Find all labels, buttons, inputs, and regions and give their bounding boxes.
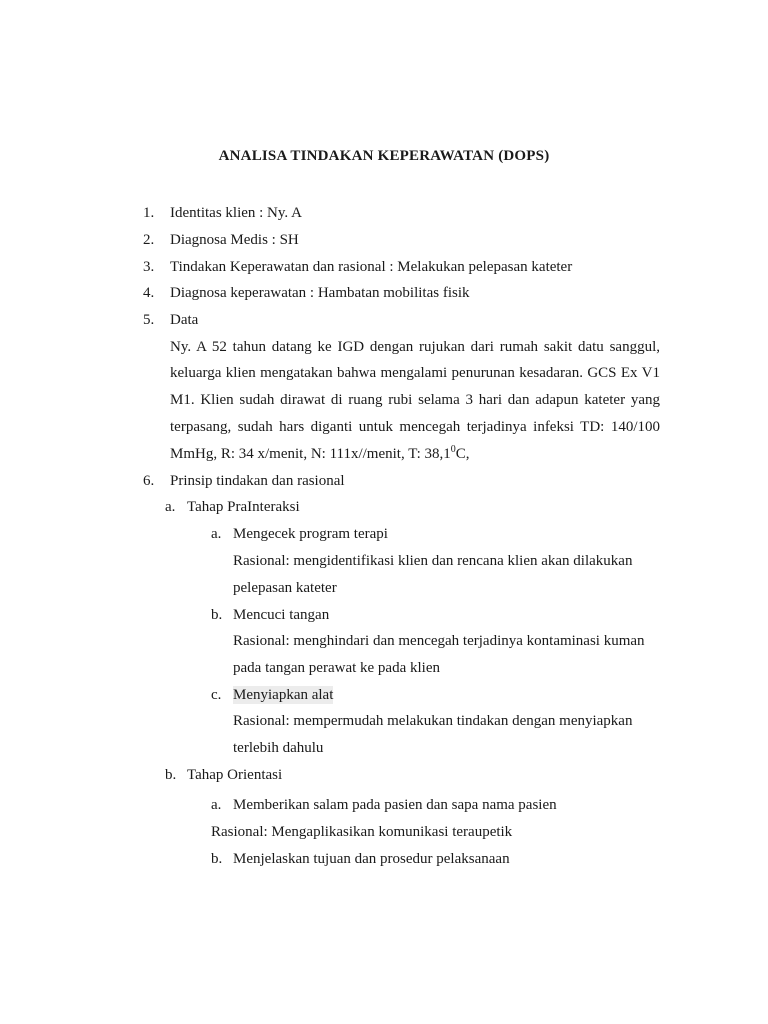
rasional-text: Rasional: mengidentifikasi klien dan rencana klien akan dilakukan [233,553,633,569]
section-orientasi: Tahap Orientasi [187,767,283,783]
vitals-unit: C, [455,446,470,462]
document-title: ANALISA TINDAKAN KEPERAWATAN (DOPS) [218,148,550,164]
data-paragraph-line-1: Ny. A 52 tahun datang ke IGD dengan rujukan dari rumah sakit datu sanggul, [170,339,660,355]
rasional-text: Rasional: menghindari dan mencegah terjadinya kontaminasi kuman [233,633,645,649]
item-prinsip-tindakan: Prinsip tindakan dan rasional [170,473,345,489]
data-paragraph-line-2: keluarga klien mengatakan bahwa mengalami penurunan kesadaran. GCS Ex V1 [170,365,660,381]
section-prainteraksi: Tahap PraInteraksi [187,499,300,515]
data-paragraph-line-3: M1. Klien sudah dirawat di ruang rubi selama 3 hari dan adapun kateter yang [170,392,660,408]
rasional-text: Rasional: Mengaplikasikan komunikasi teraupetik [211,824,513,840]
item-number-5: 5. [143,312,155,328]
item-number-1: 1. [143,205,155,221]
degree-superscript: 0 [450,444,456,455]
item-data: Data [170,312,199,328]
step-menyiapkan-alat: Menyiapkan alat [233,687,334,703]
item-tindakan-keperawatan: Tindakan Keperawatan dan rasional : Melakukan pelepasan kateter [170,259,573,275]
section-marker-prainteraksi: a. [165,499,176,515]
step-marker: a. [211,797,222,813]
rasional-text: pada tangan perawat ke pada klien [233,660,440,676]
data-paragraph-line-4: terpasang, sudah hars diganti untuk mencegah terjadinya infeksi TD: 140/100 [170,419,660,435]
item-diagnosa-keperawatan: Diagnosa keperawatan : Hambatan mobilitas fisik [170,285,470,301]
section-marker-orientasi: b. [165,767,177,783]
item-number-2: 2. [143,232,155,248]
step-mencuci-tangan: Mencuci tangan [233,607,330,623]
item-number-3: 3. [143,259,155,275]
rasional-text: Rasional: mempermudah melakukan tindakan dengan menyiapkan [233,713,633,729]
step-marker: b. [211,851,223,867]
step-menjelaskan-tujuan: Menjelaskan tujuan dan prosedur pelaksanaan [233,851,510,867]
step-marker: c. [211,687,222,703]
item-number-6: 6. [143,473,155,489]
item-number-4: 4. [143,285,155,301]
rasional-text: pelepasan kateter [233,580,337,596]
item-identitas-klien: Identitas klien : Ny. A [170,205,302,221]
step-memberikan-salam: Memberikan salam pada pasien dan sapa nama pasien [233,797,557,813]
vitals-text: MmHg, R: 34 x/menit, N: 111x//menit, T: 38,1 [170,446,451,462]
step-marker: b. [211,607,223,623]
data-paragraph-line-5 [170,445,470,463]
item-diagnosa-medis: Diagnosa Medis : SH [170,232,299,248]
step-marker: a. [211,526,222,542]
step-mengecek-program: Mengecek program terapi [233,526,388,542]
rasional-text: terlebih dahulu [233,740,324,756]
